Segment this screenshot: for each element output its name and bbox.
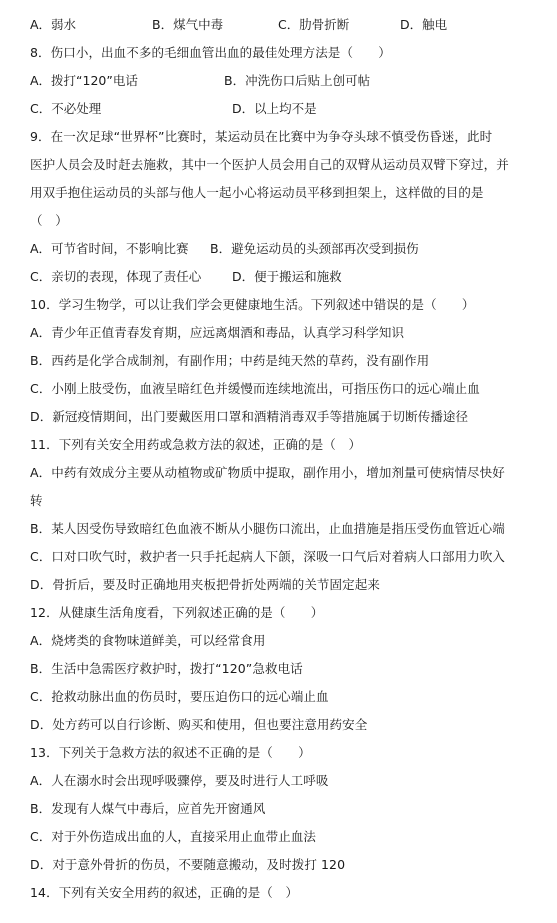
q8-option-a: A．拨打“120”电话 — [30, 73, 138, 88]
q14-stem: 14．下列有关安全用药的叙述，正确的是（ ） — [30, 885, 299, 900]
q9-option-d: D．便于搬运和施救 — [232, 269, 342, 284]
q7-option-d: D．触电 — [400, 17, 448, 32]
q9-option-a: A．可节省时间，不影响比赛 — [30, 241, 189, 256]
q9-stem-line-1: 9．在一次足球“世界杯”比赛时，某运动员在比赛中为争夺头球不慎受伤昏迷，此时 — [30, 129, 493, 144]
q9-stem-line-3: 用双手抱住运动员的头部与他人一起小心将运动员平移到担架上，这样做的目的是 — [30, 185, 484, 200]
q12-option-b: B．生活中急需医疗救护时，拨打“120”急救电话 — [30, 661, 303, 676]
q13-option-b: B．发现有人煤气中毒后，应首先开窗通风 — [30, 801, 266, 816]
q12-option-c: C．抢救动脉出血的伤员时，要压迫伤口的远心端止血 — [30, 689, 329, 704]
q11-stem: 11．下列有关安全用药或急救方法的叙述，正确的是（ ） — [30, 437, 362, 452]
q10-stem: 10．学习生物学，可以让我们学会更健康地生活。下列叙述中错误的是（ ） — [30, 297, 475, 312]
q7-option-c: C．肋骨折断 — [278, 17, 350, 32]
q11-option-c: C．口对口吹气时，救护者一只手托起病人下颌，深吸一口气后对着病人口部用力吹入 — [30, 549, 506, 564]
q12-option-d: D．处方药可以自行诊断、购买和使用，但也要注意用药安全 — [30, 717, 368, 732]
q8-option-c: C．不必处理 — [30, 101, 102, 116]
q9-stem-line-4: （ ） — [30, 213, 68, 228]
q11-option-b: B．某人因受伤导致暗红色血液不断从小腿伤口流出，止血措施是指压受伤血管近心端 — [30, 521, 505, 536]
q12-stem: 12．从健康生活角度看，下列叙述正确的是（ ） — [30, 605, 324, 620]
q8-option-b: B．冲洗伤口后贴上创可帖 — [224, 73, 371, 88]
q13-option-c: C．对于外伤造成出血的人，直接采用止血带止血法 — [30, 829, 317, 844]
q11-option-d: D．骨折后，要及时正确地用夹板把骨折处两端的关节固定起来 — [30, 577, 380, 592]
q10-option-d: D．新冠疫情期间，出门要戴医用口罩和酒精消毒双手等措施属于切断传播途径 — [30, 409, 469, 424]
q11-option-a-line-2: 转 — [30, 493, 43, 508]
q13-option-d: D．对于意外骨折的伤员，不要随意搬动，及时拨打 120 — [30, 857, 346, 872]
q13-stem: 13．下列关于急救方法的叙述不正确的是（ ） — [30, 745, 311, 760]
q13-option-a: A．人在溺水时会出现呼吸骤停，要及时进行人工呼吸 — [30, 773, 329, 788]
q10-option-b: B．西药是化学合成制剂，有副作用；中药是纯天然的草药，没有副作用 — [30, 353, 430, 368]
q10-option-c: C．小刚上肢受伤，血液呈暗红色并缓慢而连续地流出，可指压伤口的远心端止血 — [30, 381, 480, 396]
q8-option-d: D．以上均不是 — [232, 101, 317, 116]
q8-stem: 8．伤口小，出血不多的毛细血管出血的最佳处理方法是（ ） — [30, 45, 391, 60]
q9-stem-line-2: 医护人员会及时赶去施救，其中一个医护人员会用自己的双臂从运动员双臂下穿过，并 — [30, 157, 509, 172]
q11-option-a-line-1: A．中药有效成分主要从动植物或矿物质中提取，副作用小，增加剂量可使病情尽快好 — [30, 465, 505, 480]
q9-option-c: C．亲切的表现，体现了责任心 — [30, 269, 202, 284]
q10-option-a: A．青少年正值青春发育期，应远离烟酒和毒品，认真学习科学知识 — [30, 325, 405, 340]
q9-option-b: B．避免运动员的头颈部再次受到损伤 — [210, 241, 419, 256]
q7-option-b: B．煤气中毒 — [152, 17, 224, 32]
q7-option-a: A．弱水 — [30, 17, 77, 32]
q12-option-a: A．烧烤类的食物味道鲜美，可以经常食用 — [30, 633, 266, 648]
